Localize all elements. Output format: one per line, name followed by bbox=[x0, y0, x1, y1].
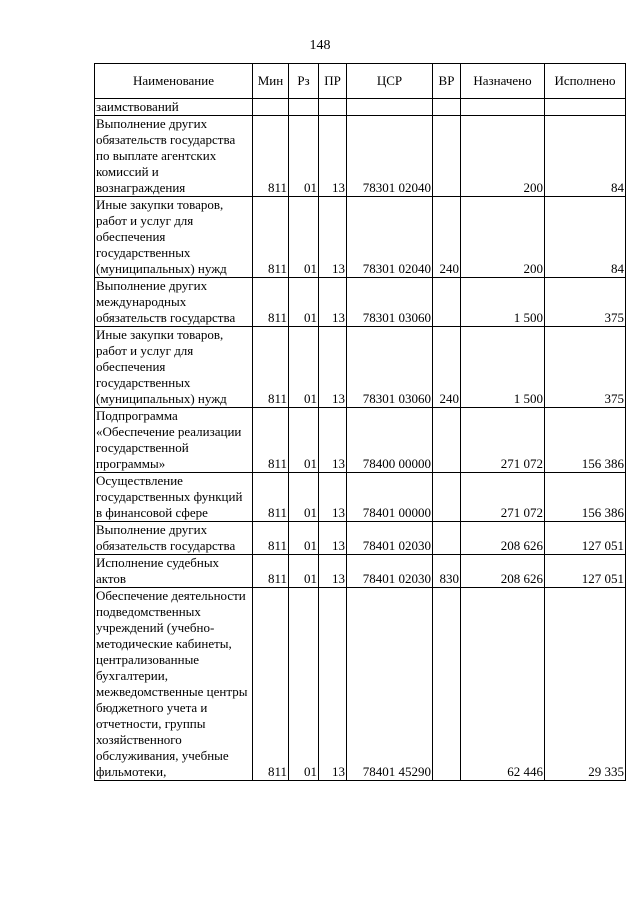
table-row bbox=[95, 278, 626, 327]
cell-executed: 156 386 bbox=[545, 473, 626, 522]
table-row bbox=[95, 473, 626, 522]
cell-vr bbox=[433, 278, 461, 327]
header-min: Мин bbox=[253, 64, 289, 99]
cell-rz bbox=[289, 99, 319, 116]
header-vr: ВР bbox=[433, 64, 461, 99]
cell-csr: 78301 03060 bbox=[347, 327, 433, 408]
cell-min: 811 bbox=[253, 522, 289, 555]
cell-vr bbox=[433, 116, 461, 197]
cell-csr: 78401 02030 bbox=[347, 522, 433, 555]
cell-assigned: 271 072 bbox=[461, 473, 545, 522]
header-assigned: Назначено bbox=[461, 64, 545, 99]
cell-name: Выполнение других обязательств государства bbox=[95, 522, 253, 555]
cell-assigned: 1 500 bbox=[461, 278, 545, 327]
cell-executed: 84 bbox=[545, 116, 626, 197]
table-row bbox=[95, 588, 626, 781]
cell-vr: 240 bbox=[433, 197, 461, 278]
cell-executed: 127 051 bbox=[545, 555, 626, 588]
table-row bbox=[95, 116, 626, 197]
cell-rz: 01 bbox=[289, 327, 319, 408]
cell-rz: 01 bbox=[289, 473, 319, 522]
cell-executed: 156 386 bbox=[545, 408, 626, 473]
cell-vr bbox=[433, 99, 461, 116]
cell-vr: 240 bbox=[433, 327, 461, 408]
cell-min: 811 bbox=[253, 197, 289, 278]
header-executed: Исполнено bbox=[545, 64, 626, 99]
cell-name: Исполнение судебных актов bbox=[95, 555, 253, 588]
cell-assigned: 271 072 bbox=[461, 408, 545, 473]
table-row bbox=[95, 197, 626, 278]
cell-pr: 13 bbox=[319, 197, 347, 278]
cell-vr bbox=[433, 522, 461, 555]
header-pr: ПР bbox=[319, 64, 347, 99]
cell-min: 811 bbox=[253, 116, 289, 197]
cell-rz: 01 bbox=[289, 278, 319, 327]
cell-csr: 78400 00000 bbox=[347, 408, 433, 473]
cell-csr bbox=[347, 99, 433, 116]
cell-vr: 830 bbox=[433, 555, 461, 588]
cell-pr: 13 bbox=[319, 116, 347, 197]
cell-executed: 375 bbox=[545, 278, 626, 327]
cell-rz: 01 bbox=[289, 408, 319, 473]
cell-rz: 01 bbox=[289, 588, 319, 781]
cell-csr: 78401 00000 bbox=[347, 473, 433, 522]
cell-min: 811 bbox=[253, 278, 289, 327]
cell-min: 811 bbox=[253, 473, 289, 522]
cell-rz: 01 bbox=[289, 555, 319, 588]
table-row bbox=[95, 522, 626, 555]
cell-executed bbox=[545, 99, 626, 116]
cell-pr: 13 bbox=[319, 327, 347, 408]
budget-table bbox=[94, 63, 626, 781]
cell-pr: 13 bbox=[319, 555, 347, 588]
cell-min: 811 bbox=[253, 327, 289, 408]
cell-assigned: 200 bbox=[461, 116, 545, 197]
cell-rz: 01 bbox=[289, 197, 319, 278]
cell-assigned: 200 bbox=[461, 197, 545, 278]
cell-name: заимствований bbox=[95, 99, 253, 116]
cell-name: Выполнение других международных обязательств государства bbox=[95, 278, 253, 327]
header-name: Наименование bbox=[95, 64, 253, 99]
cell-assigned: 208 626 bbox=[461, 555, 545, 588]
cell-pr bbox=[319, 99, 347, 116]
cell-vr bbox=[433, 408, 461, 473]
table-row bbox=[95, 99, 626, 116]
cell-assigned: 62 446 bbox=[461, 588, 545, 781]
cell-vr bbox=[433, 473, 461, 522]
cell-assigned: 1 500 bbox=[461, 327, 545, 408]
cell-assigned: 208 626 bbox=[461, 522, 545, 555]
cell-name: Иные закупки товаров, работ и услуг для обеспечения государственных (муниципальных) нужд bbox=[95, 197, 253, 278]
table-row bbox=[95, 327, 626, 408]
cell-name: Подпрограмма «Обеспечение реализации государственной программы» bbox=[95, 408, 253, 473]
page-number: 148 bbox=[309, 38, 331, 53]
cell-name: Выполнение других обязательств государства по выплате агентских комиссий и вознаграждения bbox=[95, 116, 253, 197]
cell-min bbox=[253, 99, 289, 116]
cell-assigned bbox=[461, 99, 545, 116]
cell-name: Обеспечение деятельности подведомственных учреждений (учебно-методические кабинеты, централизованные бухгалтерии, межведомственные центры бюджетного учета и отчетности, группы хозяйственного обслуживания, учебные фильмотеки, bbox=[95, 588, 253, 781]
cell-executed: 375 bbox=[545, 327, 626, 408]
cell-vr bbox=[433, 588, 461, 781]
cell-rz: 01 bbox=[289, 522, 319, 555]
cell-pr: 13 bbox=[319, 473, 347, 522]
cell-pr: 13 bbox=[319, 522, 347, 555]
cell-csr: 78401 02030 bbox=[347, 555, 433, 588]
cell-min: 811 bbox=[253, 555, 289, 588]
cell-csr: 78301 02040 bbox=[347, 116, 433, 197]
cell-name: Осуществление государственных функций в финансовой сфере bbox=[95, 473, 253, 522]
header-row bbox=[95, 64, 626, 99]
cell-executed: 127 051 bbox=[545, 522, 626, 555]
cell-name: Иные закупки товаров, работ и услуг для обеспечения государственных (муниципальных) нужд bbox=[95, 327, 253, 408]
cell-rz: 01 bbox=[289, 116, 319, 197]
table-row bbox=[95, 408, 626, 473]
cell-pr: 13 bbox=[319, 278, 347, 327]
cell-min: 811 bbox=[253, 408, 289, 473]
table-row bbox=[95, 555, 626, 588]
cell-pr: 13 bbox=[319, 588, 347, 781]
cell-min: 811 bbox=[253, 588, 289, 781]
cell-csr: 78301 03060 bbox=[347, 278, 433, 327]
header-csr: ЦСР bbox=[347, 64, 433, 99]
header-rz: Рз bbox=[289, 64, 319, 99]
cell-csr: 78401 45290 bbox=[347, 588, 433, 781]
cell-executed: 84 bbox=[545, 197, 626, 278]
cell-pr: 13 bbox=[319, 408, 347, 473]
cell-executed: 29 335 bbox=[545, 588, 626, 781]
cell-csr: 78301 02040 bbox=[347, 197, 433, 278]
